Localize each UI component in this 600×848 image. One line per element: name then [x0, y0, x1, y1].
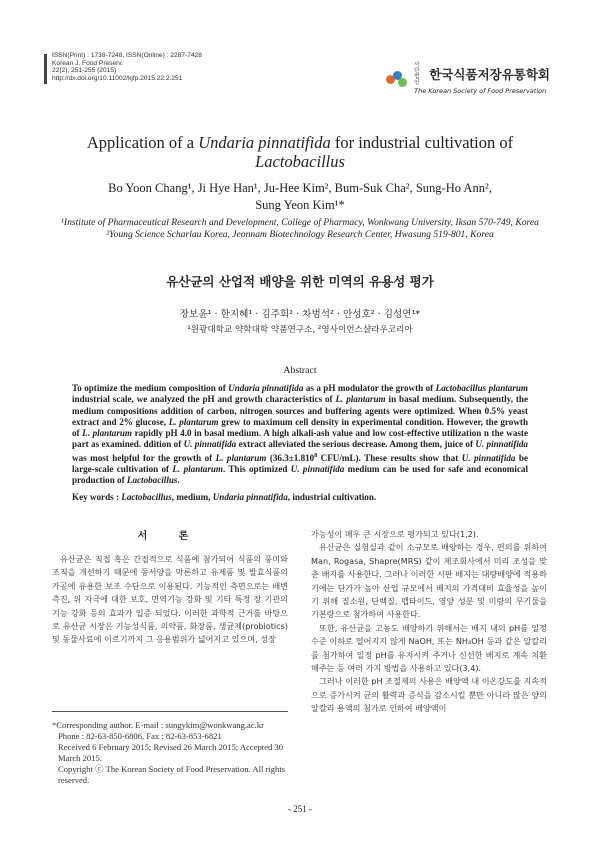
abstract-run: L. plantarum	[168, 416, 219, 427]
footnote-received: Received 6 February 2015; Revised 26 March 2015; Accepted 30 March 2015.	[58, 742, 284, 763]
abstract-run: U. pinnatifida	[290, 464, 345, 475]
meta-bar	[44, 54, 47, 84]
abstract-run: Undaria pinnatifida	[228, 383, 304, 393]
keywords-list	[121, 492, 376, 502]
footnote-copyright: Copyright ⓒ The Korean Society of Food Preservation. All rights reserved.	[58, 764, 286, 785]
footnote-corresponding: *Corresponding author. E-mail : sungykim@wonkwang.ac.kr	[52, 720, 264, 730]
abstract-run: rapidly pH 4.0 in basal medium. A high alkali-ash value and low cost-effective utilization n the waste part as examined. ddition of	[72, 428, 528, 450]
section-heading-introduction: 서 론	[137, 531, 203, 542]
body-paragraph: 또한, 유산균을 고농도 배양하기 위해서는 배지 내의 pH를 일정 수준 이하로 떨어지지 않게 NaOH, 또는 NH₄OH 등과 같은 알칼리를 첨가하여 일정 pH를 유지시켜 주거나 신선한 배지로 계속 치환해주는 등 여러 가지 방법을 사용하고 있다(3,4).	[311, 622, 547, 674]
logo-small-text: 사단법인	[414, 62, 420, 86]
abstract-run: L. plantarum	[82, 428, 132, 439]
affiliation-1: ¹Institute of Pharmaceutical Research and Development, College of Pharmacy, Wonkwang University, Iksan 570-749, Korea	[61, 217, 539, 228]
authors-line-1: Bo Yoon Chang¹, Ji Hye Han¹, Ju-Hee Kim², Bum-Suk Cha², Sung-Ho Ann²,	[108, 181, 492, 195]
meta-issn: ISSN(Print) : 1738-7248, ISSN(Online) : 2287-7428	[52, 52, 202, 59]
society-emblem-icon	[384, 69, 410, 89]
abstract-body	[72, 383, 528, 487]
abstract-run: . This optimized	[223, 464, 291, 475]
body-paragraph: 유산균은 실험실과 같이 소규모로 배양하는 경우, 편의를 위하여 Man, Rogasa, Shapre(MRS) 같이 제조회사에서 미리 조성을 맞춘 배지를 사용한다. 그러나 이러한 시판 배지는 대량배양에 적용하기에는 단가가 높아 산업 규모에서 배지의 가격대비 효율성을 높이기 위해 질소원, 단백질, 펩타이드, 영양 성분 및 미량의 무기물을 기본량으로 첨가하여 사용한다.	[311, 542, 547, 620]
meta-volume: 22(2), 251-255 (2015)	[52, 67, 117, 75]
logo-korean: 한국식품저장유통학회	[429, 67, 550, 82]
abstract-run: .	[177, 475, 180, 486]
abstract-run: U. pinnatifida	[461, 452, 516, 463]
meta-journal: Korean J. Food Preserv.	[52, 59, 123, 67]
abstract-run: L. plantarum	[215, 452, 267, 463]
abstract-run: as a pH modulator the growth of	[303, 383, 436, 393]
page-number: - 251 -	[288, 804, 312, 814]
korean-title: 유산균의 산업적 배양을 위한 미역의 유용성 평가	[166, 274, 434, 289]
keywords	[72, 492, 528, 502]
abstract-run: L. plantarum	[172, 464, 224, 475]
abstract-run: (36.3±1.810	[266, 452, 315, 463]
paper-title: Application of a Undaria pinnatifida for industrial cultivation of Lactobacillus	[86, 133, 514, 171]
keywords-label: Key words :	[72, 492, 122, 502]
footnote	[52, 720, 292, 786]
abstract-run: Lactobacillus plantarum	[435, 383, 529, 393]
abstract-run: be large-scale cultivation of	[72, 452, 529, 475]
abstract-run: medium can be used for safe and economical production of	[72, 464, 528, 486]
affiliations	[40, 217, 560, 241]
abstract-run: 8	[314, 452, 318, 459]
abstract-run: industrial scale, we analyzed the pH and growth characteristics of	[72, 394, 336, 405]
abstract-run: L. plantarum	[335, 394, 386, 405]
abstract-run: To optimize the medium composition of	[72, 383, 229, 393]
footnote-divider	[52, 711, 288, 712]
abstract-run: was most helpful for the growth of	[72, 452, 216, 463]
abstract-run: Lactobacillus	[126, 475, 178, 486]
keyword-run: , medium,	[171, 492, 213, 502]
korean-authors: 장보윤¹ · 한지혜¹ · 김주희² · 차범석² · 안성호² · 김성연¹*	[179, 309, 421, 320]
abstract-run: U. pinnatifida	[475, 439, 528, 450]
abstract-run: U. pinnatifida	[183, 439, 237, 450]
affiliation-2: ²Young Science Scharlau Korea, Jeonnam Biotechnology Research Center, Hwasung 519-801, Korea	[106, 229, 494, 240]
logo-english: The Korean Society of Food Preservation	[414, 87, 547, 95]
body-paragraph: 유산균은 직접 혹은 간접적으로 식품에 첨가되어 식품의 풍미와 조직을 개선하기 때문에 동서양을 막론하고 유제품 및 발효식품의 가공에 유용한 보조 수단으로 이용된다. 기능적인 측면으로는 배변 촉진, 위 자극에 대한 보호, 면역기능 강화 및 기타 특정 장 기관의 기능 강화 등의 효과가 입증 되었다. 이러한 과학적 근거를 바탕으로 유산균 시장은 기능성식품, 의약품, 화장품, 생균제(probiotics) 및 동물사료에 이르기까지 그 응용범위가 넓어지고 있으며, 성장	[52, 554, 288, 645]
author-list	[40, 180, 560, 214]
keyword-run: , industrial cultivation.	[287, 492, 377, 502]
society-logo	[384, 62, 550, 95]
abstract-heading: Abstract	[283, 365, 317, 376]
abstract-run: extract alleviated the serious decrease. Among them, juice of	[236, 439, 476, 450]
abstract-run: grew to maximum cell density in experimental condition. However, the growth of	[72, 416, 528, 439]
abstract-run: CFU/mL). These results show that	[317, 452, 462, 463]
korean-affiliations: ¹원광대학교 약학대학 약품연구소, ²영사이언스샬라우코리아	[187, 325, 413, 335]
journal-meta	[52, 52, 202, 82]
footnote-phone: Phone : 82-63-850-6806, Fax : 82-63-853-6821	[58, 731, 222, 741]
body-column-left	[52, 553, 288, 647]
body-paragraph: 그러나 이러한 pH 조절제의 사용은 배양액 내 이온강도를 지속적으로 증가시켜 균의 활력과 증식을 감소시킬 뿐만 아니라 많은 양의 알칼리 용액의 첨가로 인하여 배양액이	[311, 676, 547, 714]
keyword-run: Lactobacillus	[121, 492, 172, 502]
meta-doi[interactable]: http://dx.doi.org/10.11002/kjfp.2015.22.2.251	[52, 74, 183, 82]
keyword-run: Undaria pinnatifida	[212, 492, 288, 502]
authors-line-2: Sung Yeon Kim¹*	[255, 198, 345, 212]
abstract-run: in basal medium. Subsequently, the medium compositions addition of carbon, nitrogen sources and buffering agents were optimized. When 0.5% yeast extract and 2% glucose,	[72, 394, 528, 427]
body-paragraph: 가능성이 매우 큰 시장으로 평가되고 있다(1,2).	[311, 529, 479, 539]
body-column-right	[311, 528, 547, 716]
